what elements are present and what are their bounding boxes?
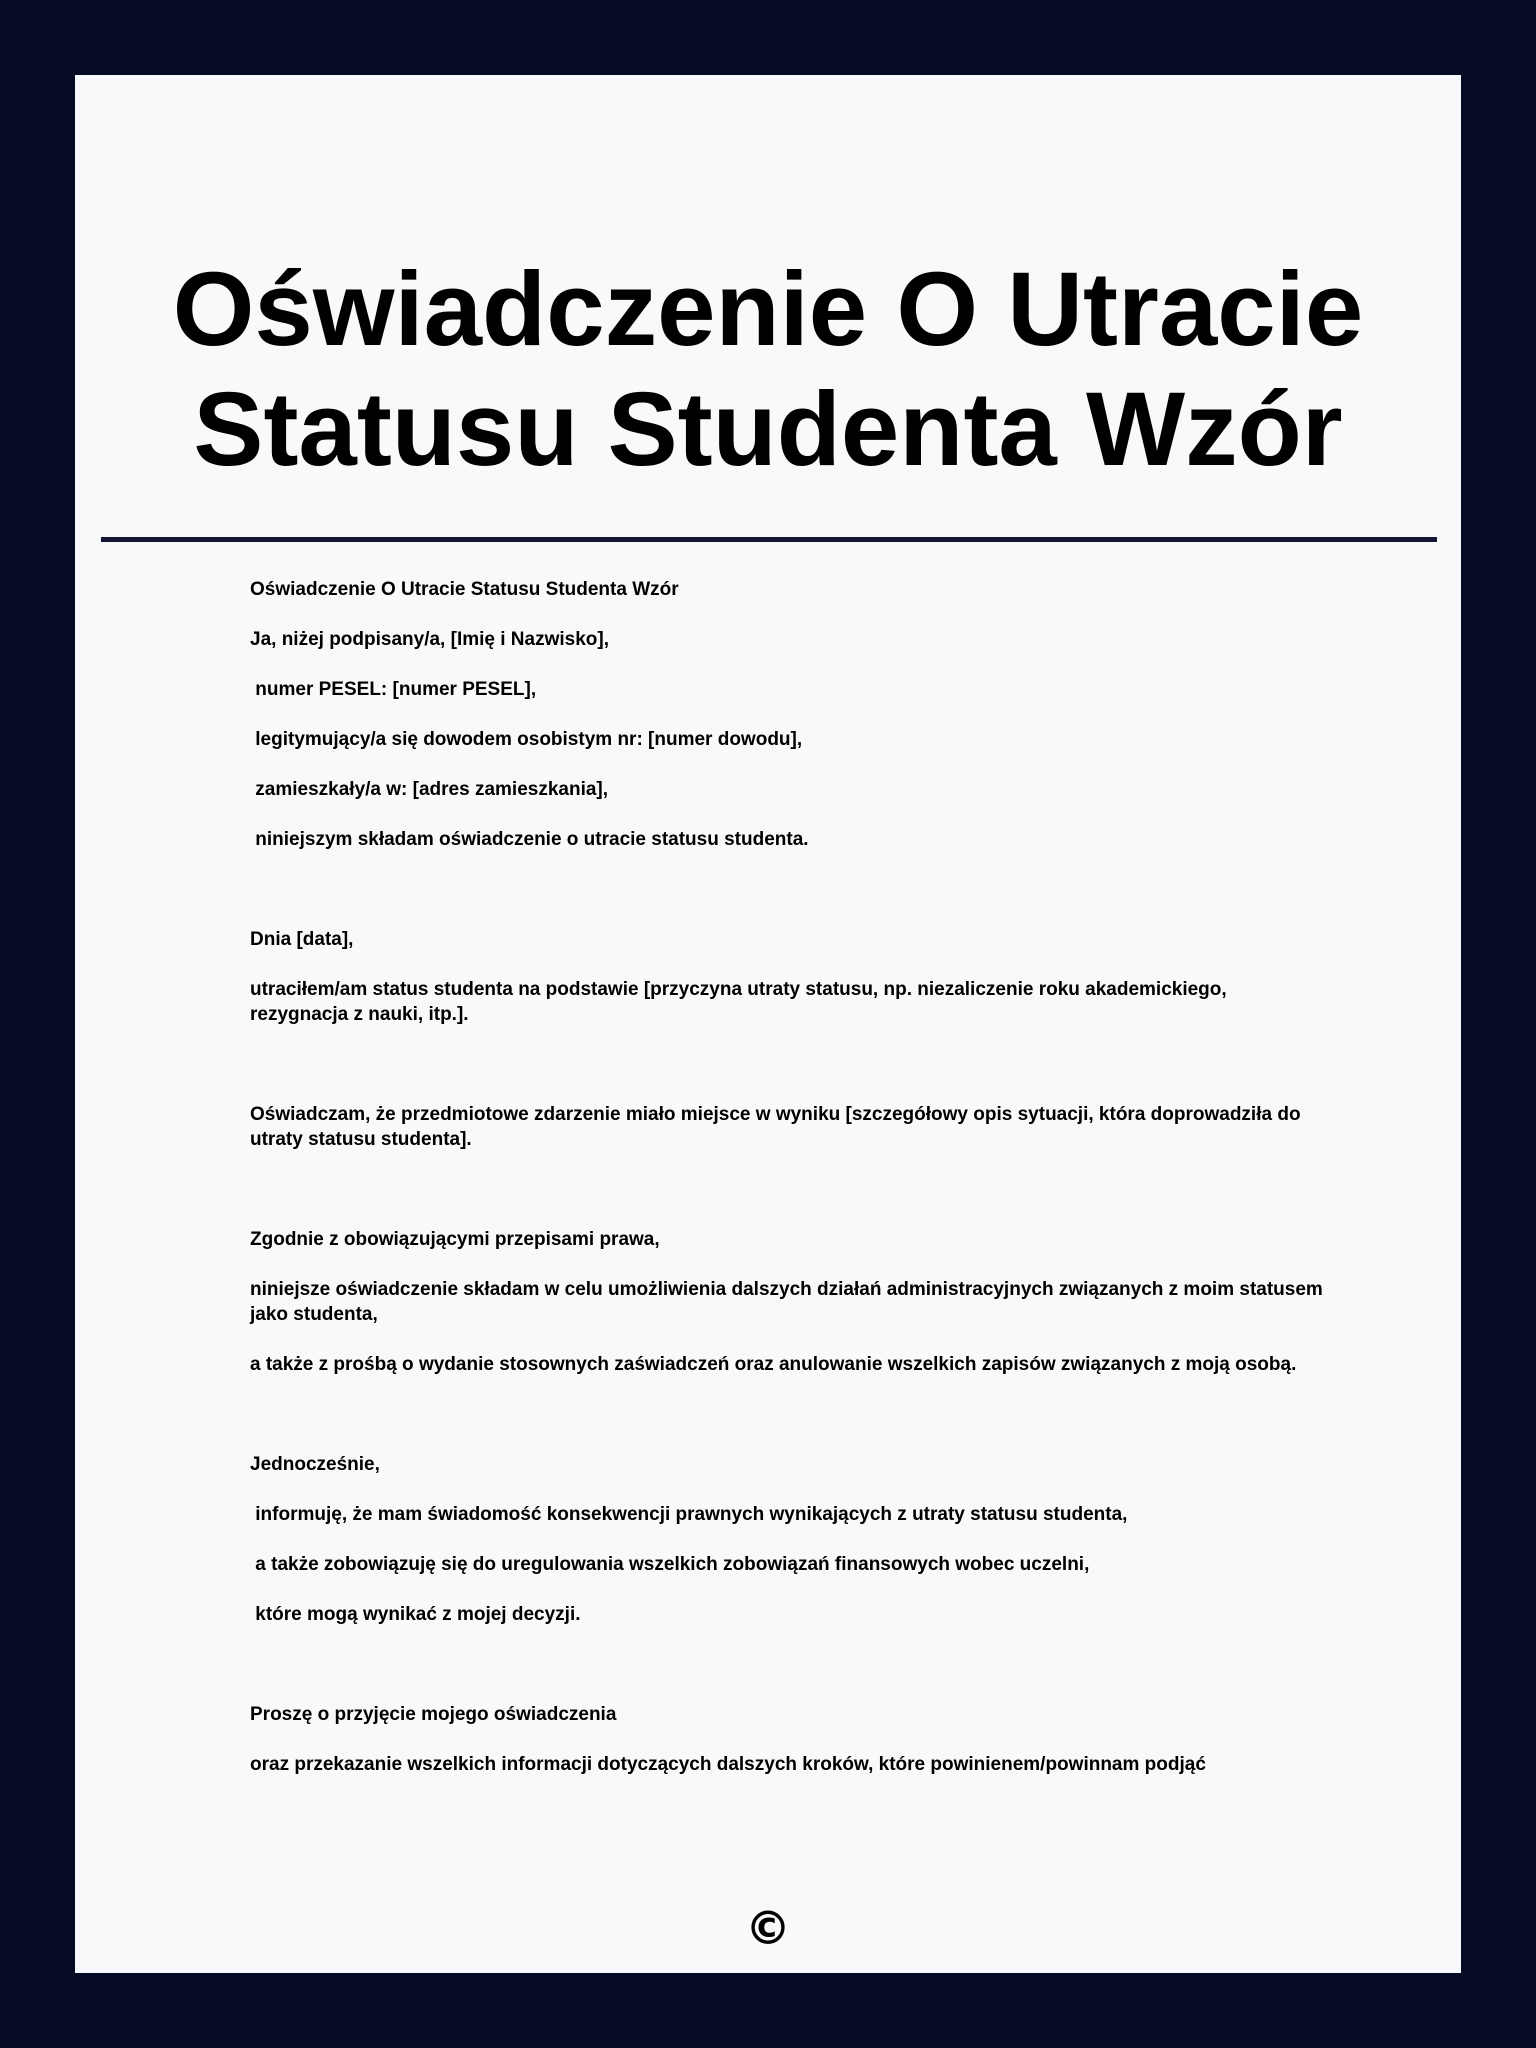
body-paragraph: Proszę o przyjęcie mojego oświadczenia	[250, 1704, 617, 1725]
body-paragraph: które mogą wynikać z mojej decyzji.	[250, 1604, 581, 1625]
title-divider	[101, 537, 1437, 542]
body-paragraph: Zgodnie z obowiązującymi przepisami prawa,	[250, 1229, 660, 1250]
body-paragraph: legitymujący/a się dowodem osobistym nr: [numer dowodu],	[250, 729, 803, 750]
body-paragraph: oraz przekazanie wszelkich informacji dotyczących dalszych kroków, które powinienem/powinnam podjąć	[250, 1754, 1206, 1775]
body-paragraph: a także z prośbą o wydanie stosownych zaświadczeń oraz anulowanie wszelkich zapisów związanych z moją osobą.	[250, 1354, 1297, 1375]
body-paragraph: informuję, że mam świadomość konsekwencji prawnych wynikających z utraty statusu studenta,	[250, 1504, 1128, 1525]
document-body	[250, 577, 1330, 1777]
body-paragraph: Dnia [data],	[250, 929, 354, 950]
body-paragraph: Oświadczam, że przedmiotowe zdarzenie miało miejsce w wyniku [szczegółowy opis sytuacji, która doprowadziła do utraty statusu studenta].	[250, 1104, 1306, 1150]
body-paragraph: zamieszkały/a w: [adres zamieszkania],	[250, 779, 609, 800]
body-paragraph: Jednocześnie,	[250, 1454, 380, 1475]
body-paragraph: niniejszym składam oświadczenie o utracie statusu studenta.	[250, 829, 809, 850]
copyright-icon: ©	[745, 1901, 791, 1955]
body-paragraph: numer PESEL: [numer PESEL],	[250, 679, 537, 700]
body-paragraph-heading: Oświadczenie O Utracie Statusu Studenta Wzór	[250, 579, 679, 600]
page-title: Oświadczenie O Utracie Statusu Studenta Wzór	[172, 251, 1364, 488]
body-paragraph: utraciłem/am status studenta na podstawie [przyczyna utraty statusu, np. niezaliczenie roku akademickiego, rezygnacja z nauki, itp.].	[250, 979, 1232, 1025]
body-paragraph: Ja, niżej podpisany/a, [Imię i Nazwisko],	[250, 629, 609, 650]
body-paragraph: niniejsze oświadczenie składam w celu umożliwienia dalszych działań administracyjnych związanych z moim statusem jako studenta,	[250, 1279, 1329, 1325]
body-paragraph: a także zobowiązuję się do uregulowania wszelkich zobowiązań finansowych wobec uczelni,	[250, 1554, 1090, 1575]
document-page	[75, 75, 1461, 1973]
